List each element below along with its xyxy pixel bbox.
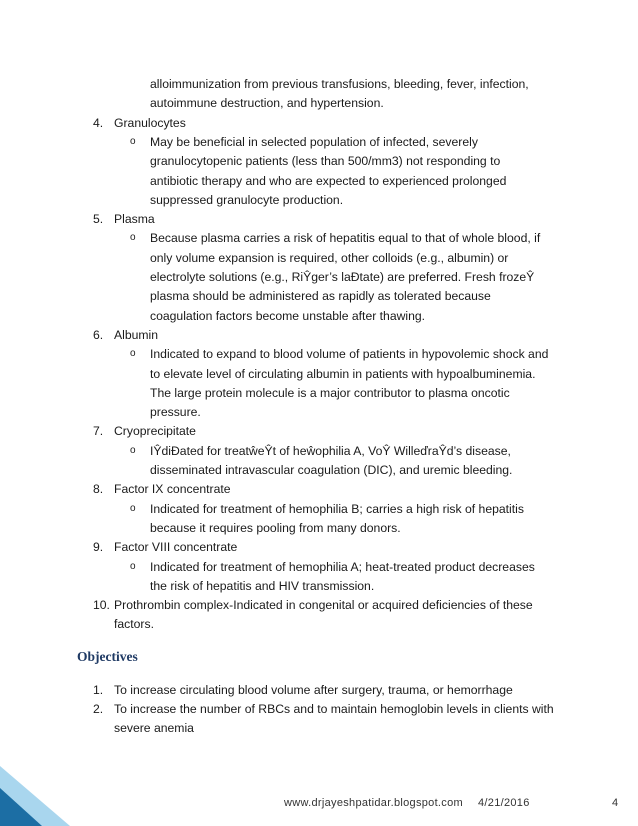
paragraph-line: alloimmunization from previous transfusions, bleeding, fever, infection, (150, 77, 529, 91)
list-item-title: Factor VIII concentrate (114, 540, 238, 555)
bullet-text-line: disseminated intravascular coagulation (DIC), and uremic bleeding. (150, 463, 513, 477)
bullet-text-line: because it requires pooling from many donors. (150, 520, 401, 535)
list-number: 9. (93, 540, 104, 555)
bullet-text-line: Indicated for treatment of hemophilia A; heat-treated product decreases (150, 559, 535, 574)
list-number: 2. (93, 702, 104, 716)
bullet-text-line: plasma should be administered as rapidly as tolerated because (150, 289, 491, 304)
list-number: 6. (93, 327, 104, 342)
bullet-marker: o (130, 502, 136, 514)
list-number: 10. (93, 598, 110, 613)
list-item-title: Cryoprecipitate (114, 424, 196, 439)
footer-date: 4/21/2016 (478, 797, 530, 809)
list-number: 8. (93, 482, 104, 497)
list-item-title: factors. (114, 617, 154, 632)
bullet-text-line: May be beneficial in selected population of infected, severely (150, 134, 478, 149)
bullet-text-line: Indicated to expand to blood volume of patients in hypovolemic shock and (150, 347, 549, 362)
footer-page-number: 4 (612, 797, 619, 809)
bullet-marker: o (130, 135, 136, 147)
bullet-text-line: Because plasma carries a risk of hepatitis equal to that of whole blood, if (150, 231, 541, 246)
paragraph-line: autoimmune destruction, and hypertension. (150, 96, 384, 111)
list-item-title: Plasma (114, 212, 155, 227)
list-number: 7. (93, 424, 104, 439)
objective-text-line: To increase the number of RBCs and to maintain hemoglobin levels in clients with (114, 702, 554, 716)
bullet-text-line: electrolyte solutions (e.g., RiŶger’s laĐtate) are preferred. Fresh frozeŶ (150, 270, 535, 284)
footer-website: www.drjayeshpatidar.blogspot.com (284, 797, 463, 809)
list-number: 1. (93, 682, 104, 697)
bullet-text-line: to elevate level of circulating albumin in patients with hypoalbuminemia. (150, 366, 536, 381)
bullet-text-line: The large protein molecule is a major contributor to plasma oncotic (150, 385, 510, 400)
bullet-text-line: pressure. (150, 405, 201, 420)
bullet-text-line: Indicated for treatment of hemophilia B; carries a high risk of hepatitis (150, 501, 524, 516)
bullet-text-line: antibiotic therapy and who are expected to experienced prolonged (150, 173, 507, 188)
objective-text-line: severe anemia (114, 721, 194, 736)
bullet-marker: o (130, 348, 136, 360)
bullet-marker: o (130, 232, 136, 244)
bullet-marker: o (130, 560, 136, 572)
corner-decoration (0, 766, 70, 826)
objective-text-line: To increase circulating blood volume after surgery, trauma, or hemorrhage (114, 682, 513, 697)
bullet-text-line: granulocytopenic patients (less than 500/mm3) not responding to (150, 154, 501, 169)
list-number: 5. (93, 212, 104, 227)
list-item-title: Prothrombin complex-Indicated in congenital or acquired deficiencies of these (114, 598, 533, 613)
bullet-text-line: coagulation factors become unstable after thawing. (150, 308, 426, 323)
list-item-title: Factor IX concentrate (114, 482, 231, 497)
section-heading-objectives: Objectives (77, 648, 138, 664)
list-item-title: Albumin (114, 327, 159, 342)
bullet-text-line: the risk of hepatitis and HIV transmission. (150, 578, 375, 593)
bullet-marker: o (130, 444, 136, 456)
list-number: 4. (93, 115, 104, 130)
bullet-text-line: IŶdiĐated for treatŵeŶt of heŵophilia A, VoŶ WilleďraŶd’s disease, (150, 443, 511, 458)
list-item-title: Granulocytes (114, 115, 186, 130)
bullet-text-line: only volume expansion is required, other colloids (e.g., albumin) or (150, 250, 509, 265)
bullet-text-line: suppressed granulocyte production. (150, 192, 344, 207)
